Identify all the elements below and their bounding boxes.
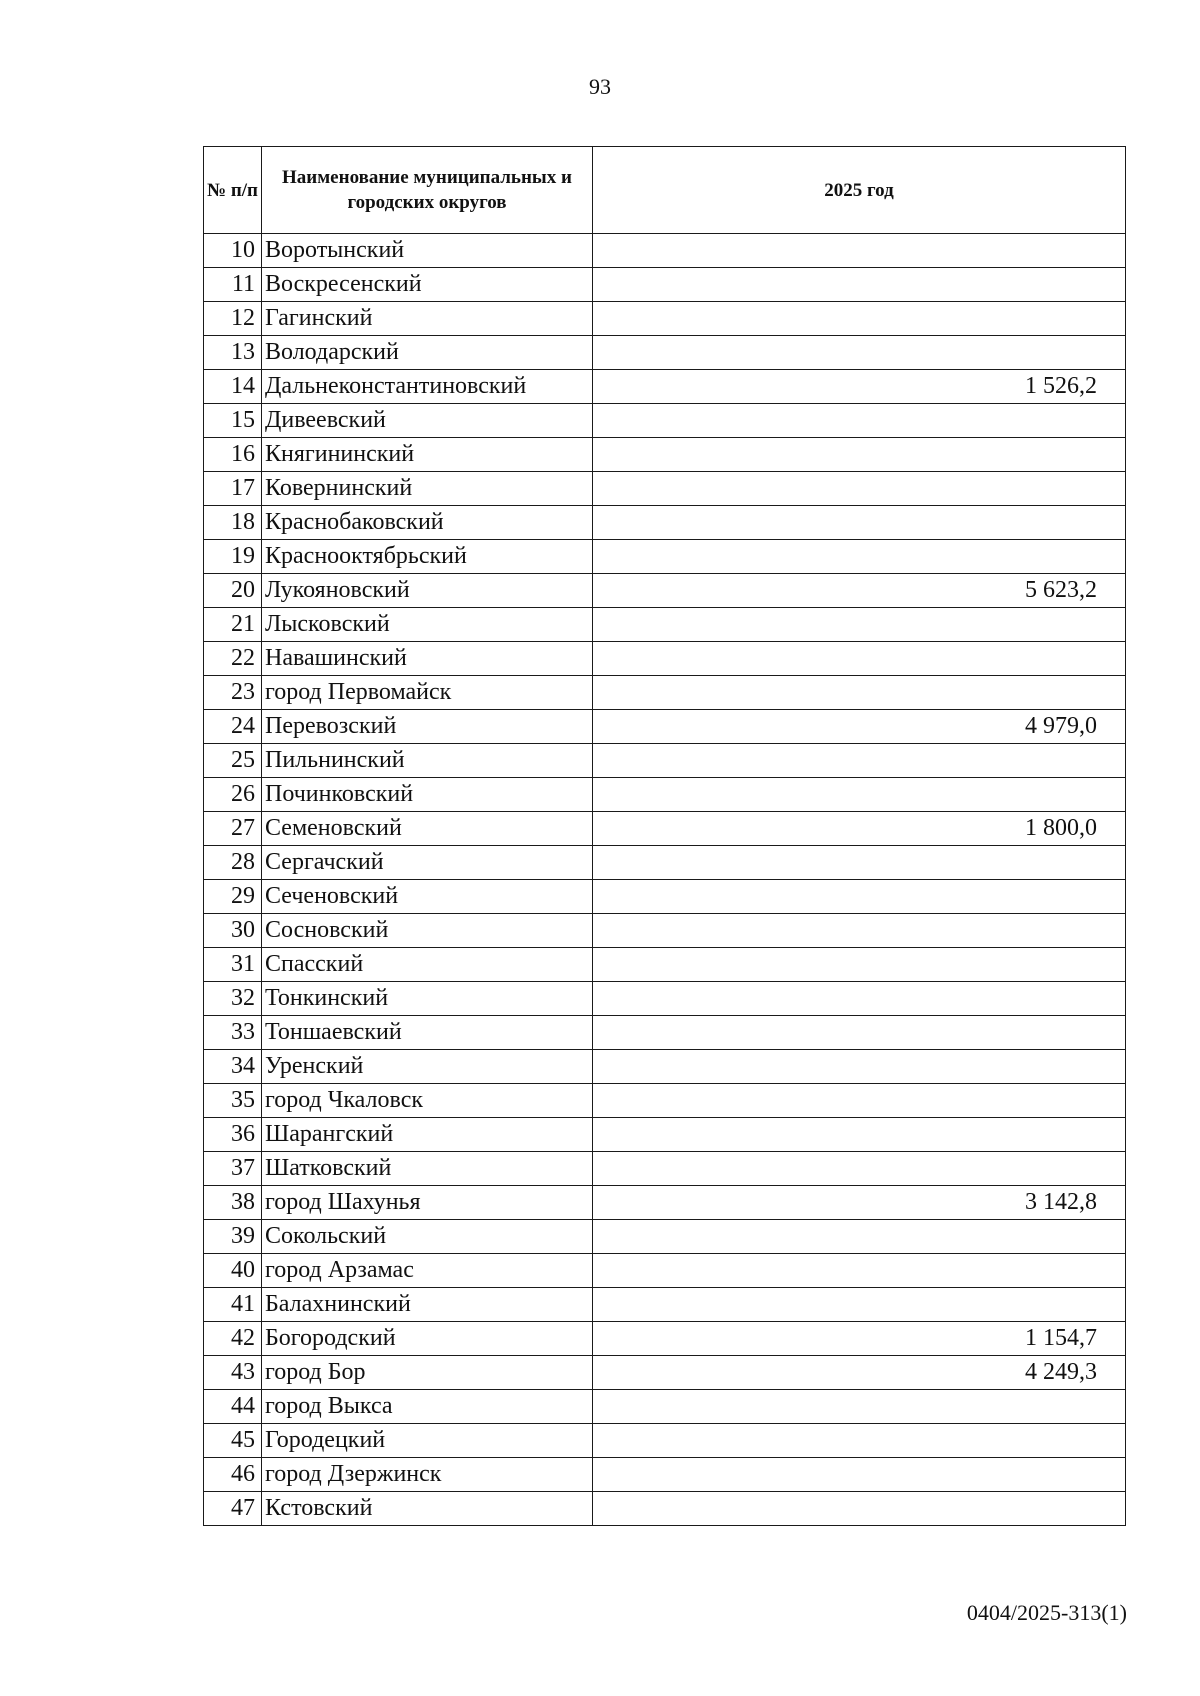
- district-name: Городецкий: [262, 1424, 593, 1458]
- row-number: 39: [204, 1220, 262, 1254]
- table-row: [204, 1254, 1126, 1288]
- table-row: [204, 336, 1126, 370]
- table-row: [204, 812, 1126, 846]
- district-name: Дивеевский: [262, 404, 593, 438]
- year-value: [593, 1084, 1126, 1118]
- district-name: Кстовский: [262, 1492, 593, 1526]
- row-number: 10: [204, 234, 262, 268]
- district-name: город Выкса: [262, 1390, 593, 1424]
- year-value: [593, 302, 1126, 336]
- district-name: Семеновский: [262, 812, 593, 846]
- row-number: 13: [204, 336, 262, 370]
- row-number: 11: [204, 268, 262, 302]
- row-number: 29: [204, 880, 262, 914]
- row-number: 15: [204, 404, 262, 438]
- year-value: [593, 472, 1126, 506]
- table-row: [204, 778, 1126, 812]
- table-row: [204, 404, 1126, 438]
- row-number: 38: [204, 1186, 262, 1220]
- row-number: 16: [204, 438, 262, 472]
- year-value: [593, 438, 1126, 472]
- district-name: Шарангский: [262, 1118, 593, 1152]
- table-row: [204, 302, 1126, 336]
- table-row: [204, 370, 1126, 404]
- table-row: [204, 1118, 1126, 1152]
- district-name: Гагинский: [262, 302, 593, 336]
- year-value: [593, 608, 1126, 642]
- year-value: [593, 1118, 1126, 1152]
- district-name: Сокольский: [262, 1220, 593, 1254]
- year-value: [593, 1220, 1126, 1254]
- table-row: [204, 948, 1126, 982]
- district-name: Уренский: [262, 1050, 593, 1084]
- header-row: [204, 147, 1126, 234]
- row-number: 26: [204, 778, 262, 812]
- year-value: [593, 1254, 1126, 1288]
- district-name: город Арзамас: [262, 1254, 593, 1288]
- table-row: [204, 1050, 1126, 1084]
- year-value: [593, 880, 1126, 914]
- row-number: 35: [204, 1084, 262, 1118]
- district-name: Сергачский: [262, 846, 593, 880]
- row-number: 30: [204, 914, 262, 948]
- year-value: [593, 1288, 1126, 1322]
- row-number: 14: [204, 370, 262, 404]
- district-name: город Чкаловск: [262, 1084, 593, 1118]
- year-value: [593, 1152, 1126, 1186]
- district-name: Краснооктябрьский: [262, 540, 593, 574]
- year-value: 5 623,2: [593, 574, 1126, 608]
- district-name: Лукояновский: [262, 574, 593, 608]
- header-year: 2025 год: [593, 147, 1126, 234]
- row-number: 42: [204, 1322, 262, 1356]
- year-value: [593, 540, 1126, 574]
- district-name: Воротынский: [262, 234, 593, 268]
- year-value: [593, 1016, 1126, 1050]
- year-value: [593, 982, 1126, 1016]
- table-row: [204, 608, 1126, 642]
- district-name: Перевозский: [262, 710, 593, 744]
- row-number: 47: [204, 1492, 262, 1526]
- year-value: 1 154,7: [593, 1322, 1126, 1356]
- district-name: Краснобаковский: [262, 506, 593, 540]
- year-value: [593, 1458, 1126, 1492]
- district-name: Воскресенский: [262, 268, 593, 302]
- data-table: [203, 146, 1126, 1526]
- year-value: [593, 234, 1126, 268]
- table-header: [204, 147, 1126, 234]
- table-body: [204, 234, 1126, 1526]
- table-row: [204, 1016, 1126, 1050]
- row-number: 21: [204, 608, 262, 642]
- row-number: 27: [204, 812, 262, 846]
- row-number: 23: [204, 676, 262, 710]
- year-value: 3 142,8: [593, 1186, 1126, 1220]
- row-number: 18: [204, 506, 262, 540]
- table-row: [204, 1322, 1126, 1356]
- year-value: 1 526,2: [593, 370, 1126, 404]
- page-number: 93: [589, 74, 611, 99]
- district-name: Дальнеконстантиновский: [262, 370, 593, 404]
- district-name: город Бор: [262, 1356, 593, 1390]
- district-name: город Первомайск: [262, 676, 593, 710]
- table-row: [204, 642, 1126, 676]
- row-number: 37: [204, 1152, 262, 1186]
- year-value: 1 800,0: [593, 812, 1126, 846]
- table-row: [204, 676, 1126, 710]
- table-row: [204, 846, 1126, 880]
- year-value: [593, 1050, 1126, 1084]
- year-value: [593, 1424, 1126, 1458]
- row-number: 19: [204, 540, 262, 574]
- district-name: город Дзержинск: [262, 1458, 593, 1492]
- district-name: Сосновский: [262, 914, 593, 948]
- row-number: 28: [204, 846, 262, 880]
- table-row: [204, 1356, 1126, 1390]
- year-value: 4 249,3: [593, 1356, 1126, 1390]
- year-value: [593, 948, 1126, 982]
- row-number: 17: [204, 472, 262, 506]
- year-value: [593, 642, 1126, 676]
- district-name: Пильнинский: [262, 744, 593, 778]
- year-value: [593, 744, 1126, 778]
- table-row: [204, 1492, 1126, 1526]
- table-row: [204, 506, 1126, 540]
- district-name: Княгининский: [262, 438, 593, 472]
- row-number: 46: [204, 1458, 262, 1492]
- row-number: 40: [204, 1254, 262, 1288]
- year-value: [593, 846, 1126, 880]
- row-number: 43: [204, 1356, 262, 1390]
- year-value: [593, 1390, 1126, 1424]
- table-row: [204, 268, 1126, 302]
- district-name: Володарский: [262, 336, 593, 370]
- table-row: [204, 438, 1126, 472]
- district-name: Навашинский: [262, 642, 593, 676]
- district-name: Лысковский: [262, 608, 593, 642]
- district-name: Тонкинский: [262, 982, 593, 1016]
- table-row: [204, 1424, 1126, 1458]
- table-row: [204, 1458, 1126, 1492]
- table-row: [204, 880, 1126, 914]
- district-name: Балахнинский: [262, 1288, 593, 1322]
- row-number: 12: [204, 302, 262, 336]
- table-row: [204, 540, 1126, 574]
- row-number: 31: [204, 948, 262, 982]
- row-number: 33: [204, 1016, 262, 1050]
- district-name: Тоншаевский: [262, 1016, 593, 1050]
- district-name: город Шахунья: [262, 1186, 593, 1220]
- row-number: 20: [204, 574, 262, 608]
- document-code: 0404/2025-313(1): [966, 1600, 1127, 1625]
- district-name: Починковский: [262, 778, 593, 812]
- year-value: [593, 404, 1126, 438]
- row-number: 32: [204, 982, 262, 1016]
- year-value: [593, 1492, 1126, 1526]
- district-name: Богородский: [262, 1322, 593, 1356]
- district-name: Ковернинский: [262, 472, 593, 506]
- district-name: Шатковский: [262, 1152, 593, 1186]
- table-row: [204, 1152, 1126, 1186]
- row-number: 44: [204, 1390, 262, 1424]
- year-value: [593, 778, 1126, 812]
- year-value: [593, 914, 1126, 948]
- year-value: [593, 336, 1126, 370]
- year-value: 4 979,0: [593, 710, 1126, 744]
- table-row: [204, 914, 1126, 948]
- table-row: [204, 744, 1126, 778]
- table-row: [204, 1390, 1126, 1424]
- table-row: [204, 1084, 1126, 1118]
- year-value: [593, 268, 1126, 302]
- row-number: 36: [204, 1118, 262, 1152]
- row-number: 45: [204, 1424, 262, 1458]
- year-value: [593, 676, 1126, 710]
- row-number: 41: [204, 1288, 262, 1322]
- table-row: [204, 472, 1126, 506]
- table-row: [204, 234, 1126, 268]
- table-row: [204, 982, 1126, 1016]
- row-number: 24: [204, 710, 262, 744]
- row-number: 34: [204, 1050, 262, 1084]
- row-number: 25: [204, 744, 262, 778]
- table-row: [204, 574, 1126, 608]
- row-number: 22: [204, 642, 262, 676]
- district-name: Спасский: [262, 948, 593, 982]
- table-row: [204, 710, 1126, 744]
- table-row: [204, 1186, 1126, 1220]
- table-row: [204, 1220, 1126, 1254]
- header-num: № п/п: [204, 147, 262, 234]
- header-name: Наименование муниципальных и городских округов: [262, 147, 593, 234]
- table-row: [204, 1288, 1126, 1322]
- district-name: Сеченовский: [262, 880, 593, 914]
- year-value: [593, 506, 1126, 540]
